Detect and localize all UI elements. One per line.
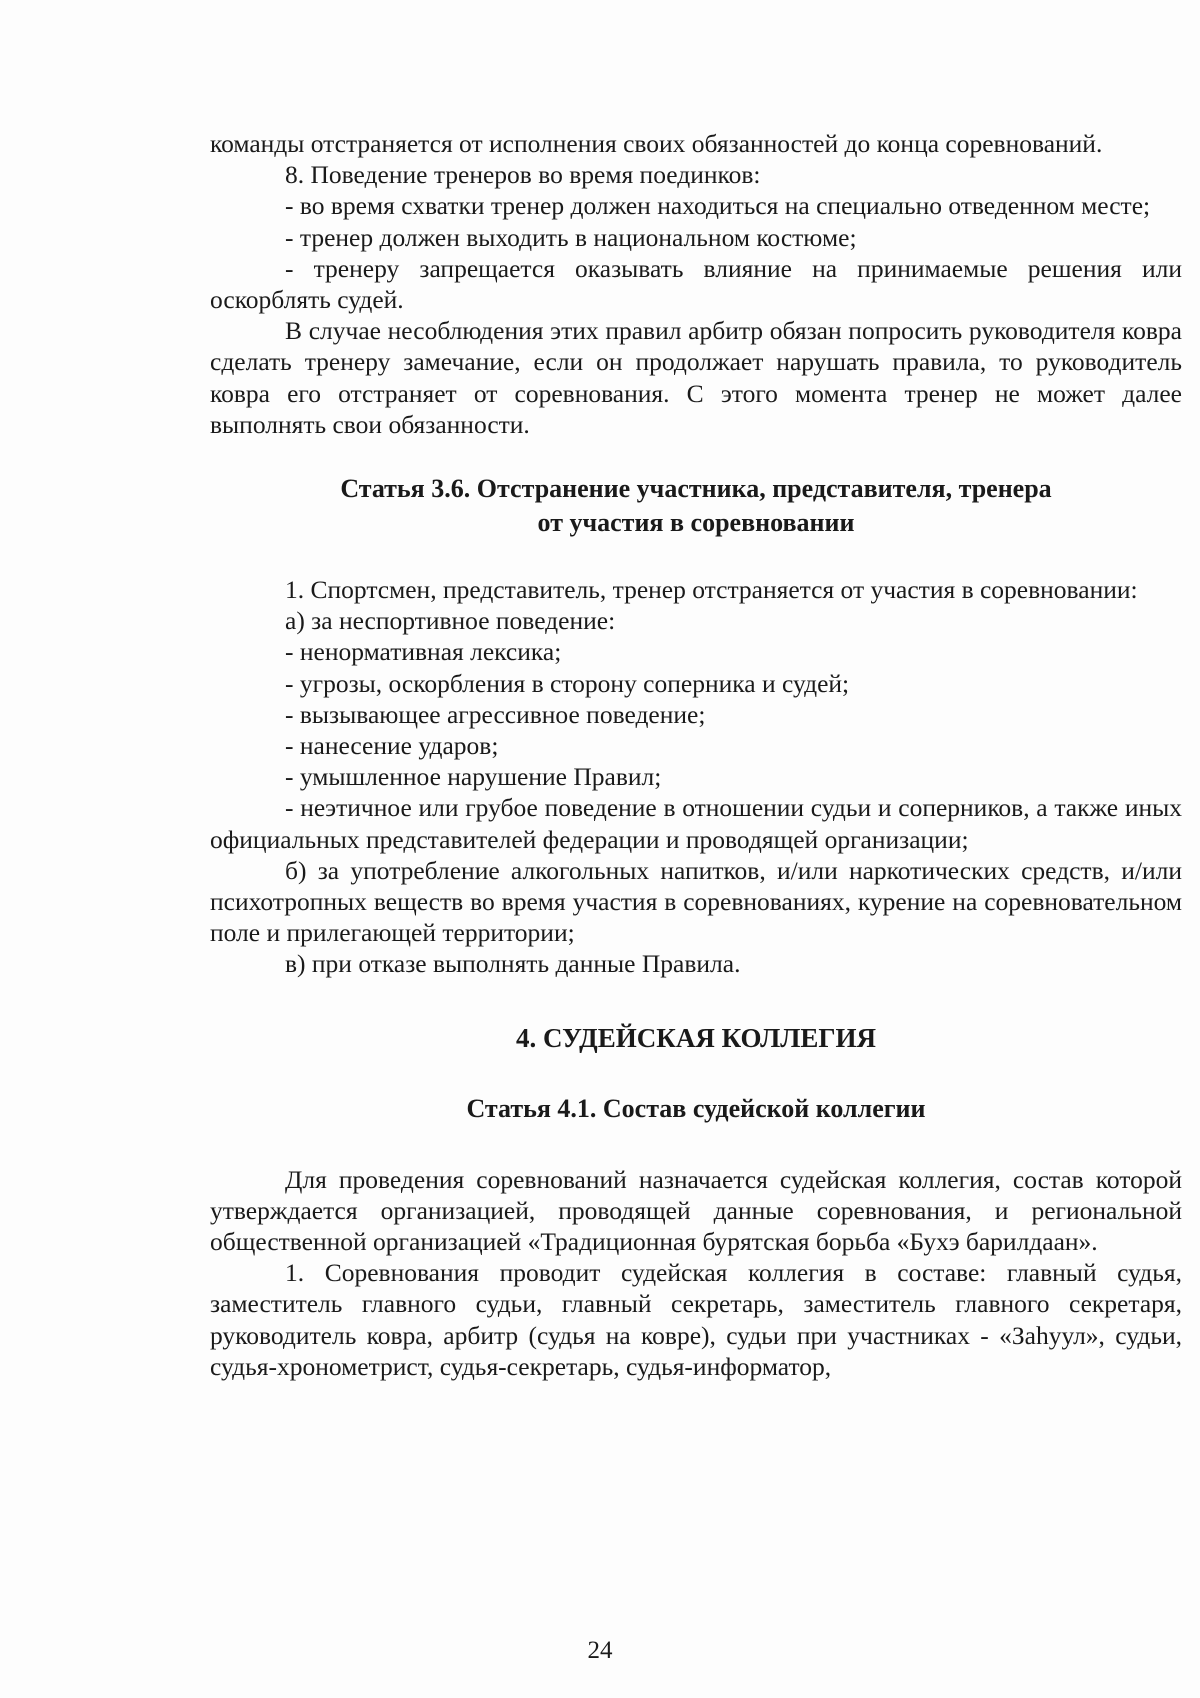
paragraph-coach-removal-end: команды отстраняется от исполнения своих обязанностей до конца соревнований. [210, 129, 1103, 158]
paragraph-removal-intro: 1. Спортсмен, представитель, тренер отстраняется от участия в соревновании: [285, 575, 1138, 605]
paragraph-coach-costume: - тренер должен выходить в национальном костюме; [285, 222, 857, 252]
article-4-1-body [210, 1164, 1182, 1382]
paragraph-coach-place: - во время схватки тренер должен находиться на специально отведенном месте; [285, 191, 1151, 221]
article-3-6-title-line-1: Статья 3.6. Отстранение участника, представителя, тренера [340, 474, 1052, 504]
paragraph-refusal: в) при отказе выполнять данные Правила. [285, 949, 741, 979]
article-3-6-body [210, 574, 1182, 980]
list-item-profanity: - ненормативная лексика; [285, 637, 562, 667]
page-number: 24 [587, 1637, 613, 1664]
list-item-rule-violation: - умышленное нарушение Правил; [285, 762, 662, 792]
paragraph-judging-panel-appointment: Для проведения соревнований назначается судейская коллегия, состав которой утверждается организацией, проводящей данные соревнования, и региональной общественной организацией «Традиционная бурятская борьба «Бухэ барилдаан». [210, 1164, 1182, 1257]
article-3-6-heading [210, 472, 1182, 540]
page-body [210, 128, 1182, 1382]
paragraph-judging-panel-composition: 1. Соревнования проводит судейская коллегия в составе: главный судья, заместитель главного судьи, главный секретарь, заместитель главного секретаря, руководитель ковра, арбитр (судья на ковре), судьи при участниках - «Заһуул», судьи, судья-хронометрист, судья-секретарь, судья-информатор, [210, 1258, 1182, 1381]
paragraph-coach-behavior-heading: 8. Поведение тренеров во время поединков: [285, 160, 761, 190]
list-item-strikes: - нанесение ударов; [285, 731, 499, 761]
list-item-aggression: - вызывающее агрессивное поведение; [285, 699, 706, 729]
list-item-threats: - угрозы, оскорбления в сторону соперника и судей; [285, 668, 850, 698]
paragraph-unsporting-behavior: а) за неспортивное поведение: [285, 606, 616, 636]
article-4-1-title: Статья 4.1. Состав судейской коллегии [466, 1093, 926, 1123]
section-4-title: 4. СУДЕЙСКАЯ КОЛЛЕГИЯ [515, 1022, 877, 1053]
article-3-6-title-line-2: от участия в соревновании [537, 508, 855, 538]
list-item-unethical-behavior: - неэтичное или грубое поведение в отношении судьи и соперников, а также иных официальных представителей федерации и проводящей организации; [210, 793, 1182, 854]
paragraph-coach-influence: - тренеру запрещается оказывать влияние на принимаемые решения или оскорблять судей. [210, 253, 1182, 315]
paragraph-alcohol: б) за употребление алкогольных напитков, и/или наркотических средств, и/или психотропных веществ во время участия в соревнованиях, курение на соревновательном поле и прилегающей территории; [210, 855, 1182, 948]
paragraph-coach-violation: В случае несоблюдения этих правил арбитр обязан попросить руководителя ковра сделать тренеру замечание, если он продолжает нарушать правила, то руководитель ковра его отстраняет от соревнования. С этого момента тренер не может далее выполнять свои обязанности. [210, 316, 1182, 439]
